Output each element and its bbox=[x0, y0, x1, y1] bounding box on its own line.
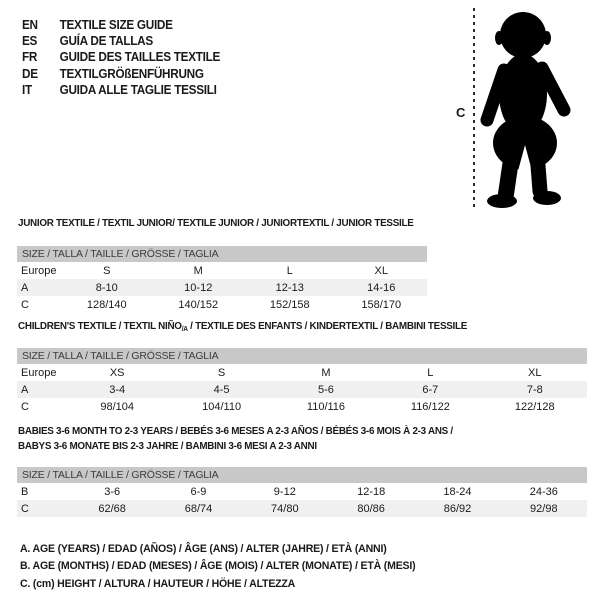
lang-title: GUIDA ALLE TAGLIE TESSILI bbox=[59, 82, 217, 97]
childrens-table-block bbox=[17, 348, 587, 415]
childrens-table-title bbox=[18, 320, 467, 333]
junior-size-table bbox=[17, 262, 427, 313]
childrens-size-table bbox=[17, 364, 587, 415]
table-row bbox=[17, 262, 427, 279]
lang-code: IT bbox=[22, 82, 32, 97]
value-cell: XL bbox=[528, 366, 542, 379]
row-label-cell: C bbox=[21, 400, 29, 413]
lang-row-en bbox=[22, 17, 220, 33]
baby-silhouette-icon bbox=[479, 8, 577, 209]
lang-title: GUIDE DES TAILLES TEXTILE bbox=[59, 50, 221, 65]
value-cell: 86/92 bbox=[443, 502, 472, 515]
size-header-bar: SIZE / TALLA / TAILLE / GRÖSSE / TAGLIA bbox=[17, 246, 427, 262]
lang-code: EN bbox=[22, 18, 38, 32]
height-dotted-line bbox=[473, 8, 475, 209]
junior-table-title: JUNIOR TEXTILE / TEXTIL JUNIOR/ TEXTILE JUNIOR / JUNIORTEXTIL / JUNIOR TESSILE bbox=[18, 217, 414, 229]
title-line-2: BABYS 3-6 MONATE BIS 2-3 JAHRE / BAMBINI 3-6 MESI A 2-3 ANNI bbox=[18, 439, 317, 452]
value-cell: 6-9 bbox=[190, 485, 207, 498]
babies-table-title bbox=[18, 424, 544, 453]
title-text: CHILDREN'S TEXTILE / TEXTIL NIÑO bbox=[18, 320, 182, 332]
value-cell: 92/98 bbox=[530, 502, 558, 515]
height-label-c: C bbox=[456, 105, 466, 120]
row-label-cell: A bbox=[21, 281, 29, 294]
lang-row-fr bbox=[22, 49, 220, 65]
value-cell: 14-16 bbox=[367, 281, 396, 294]
value-cell: 6-7 bbox=[422, 383, 439, 396]
size-header-bar: SIZE / TALLA / TAILLE / GRÖSSE / TAGLIA bbox=[17, 348, 587, 364]
value-cell: 18-24 bbox=[443, 485, 472, 498]
table-row bbox=[17, 381, 587, 398]
value-cell: 98/104 bbox=[100, 400, 135, 413]
row-label-cell: C bbox=[21, 298, 29, 311]
title-subscript: /A bbox=[181, 326, 188, 333]
value-cell: M bbox=[193, 264, 203, 277]
row-label-cell: C bbox=[21, 502, 29, 515]
value-cell: M bbox=[321, 366, 331, 379]
table-row bbox=[17, 296, 427, 313]
lang-title: TEXTILGRÖßENFÜHRUNG bbox=[59, 66, 204, 81]
legend-line-b: B. AGE (MONTHS) / EDAD (MESES) / ÂGE (MOIS) / ALTER (MONATE) / ETÀ (MESI) bbox=[20, 560, 416, 573]
babies-size-table bbox=[17, 483, 587, 517]
value-cell: 5-6 bbox=[318, 383, 334, 396]
lang-code: ES bbox=[22, 34, 38, 49]
row-label-cell: B bbox=[21, 485, 29, 498]
junior-table-block bbox=[17, 246, 427, 313]
size-header-bar: SIZE / TALLA / TAILLE / GRÖSSE / TAGLIA bbox=[17, 467, 587, 483]
value-cell: 116/122 bbox=[410, 400, 450, 413]
value-cell: S bbox=[103, 264, 111, 277]
table-row bbox=[17, 483, 587, 500]
table-row bbox=[17, 364, 587, 381]
lang-row-es bbox=[22, 33, 220, 49]
legend-line-c: C. (cm) HEIGHT / ALTURA / HAUTEUR / HÖHE / ALTEZZA bbox=[20, 577, 296, 590]
value-cell: 3-6 bbox=[104, 485, 121, 498]
value-cell: 62/68 bbox=[98, 502, 126, 515]
value-cell: 10-12 bbox=[184, 281, 213, 294]
row-label-cell: A bbox=[21, 383, 29, 396]
lang-code: FR bbox=[22, 50, 38, 65]
value-cell: 122/128 bbox=[514, 400, 555, 413]
value-cell: 8-10 bbox=[95, 281, 118, 294]
value-cell: 68/74 bbox=[184, 502, 213, 515]
value-cell: XL bbox=[374, 264, 388, 277]
title-line-1: BABIES 3-6 MONTH TO 2-3 YEARS / BEBÉS 3-6 MESES A 2-3 AÑOS / BÉBÉS 3-6 MOIS À 2-3 ANS / bbox=[18, 425, 453, 437]
value-cell: 104/110 bbox=[202, 400, 242, 413]
value-cell: 3-4 bbox=[109, 383, 126, 396]
table-row bbox=[17, 279, 427, 296]
legend-line-a: A. AGE (YEARS) / EDAD (AÑOS) / ÂGE (ANS) / ALTER (JAHRE) / ETÀ (ANNI) bbox=[20, 543, 387, 555]
value-cell: 110/116 bbox=[306, 400, 346, 413]
value-cell: 12-13 bbox=[275, 281, 304, 294]
value-cell: L bbox=[286, 264, 293, 277]
value-cell: S bbox=[217, 366, 226, 379]
value-cell: XS bbox=[109, 366, 125, 379]
value-cell: 24-36 bbox=[529, 485, 558, 498]
lang-title: GUÍA DE TALLAS bbox=[59, 34, 153, 49]
value-cell: 80/86 bbox=[357, 502, 385, 515]
value-cell: 158/170 bbox=[361, 298, 402, 311]
table-row bbox=[17, 500, 587, 517]
row-label-cell: Europe bbox=[21, 264, 57, 277]
value-cell: 9-12 bbox=[273, 485, 296, 498]
legend bbox=[20, 541, 415, 593]
value-cell: 152/158 bbox=[269, 298, 310, 311]
row-label-cell: Europe bbox=[21, 366, 57, 379]
lang-row-it bbox=[22, 82, 220, 98]
value-cell: 140/152 bbox=[178, 298, 219, 311]
value-cell: 128/140 bbox=[86, 298, 127, 311]
lang-row-de bbox=[22, 66, 220, 82]
title-text: / TEXTILE DES ENFANTS / KINDERTEXTIL / BAMBINI TESSILE bbox=[187, 320, 468, 332]
value-cell: 12-18 bbox=[357, 485, 386, 498]
table-row bbox=[17, 398, 587, 415]
value-cell: 7-8 bbox=[526, 383, 543, 396]
language-list bbox=[22, 17, 220, 98]
lang-title: TEXTILE SIZE GUIDE bbox=[59, 18, 173, 32]
value-cell: 74/80 bbox=[271, 502, 299, 515]
value-cell: 4-5 bbox=[213, 383, 230, 396]
lang-code: DE bbox=[22, 66, 38, 81]
value-cell: L bbox=[427, 366, 434, 379]
babies-table-block bbox=[17, 467, 587, 517]
